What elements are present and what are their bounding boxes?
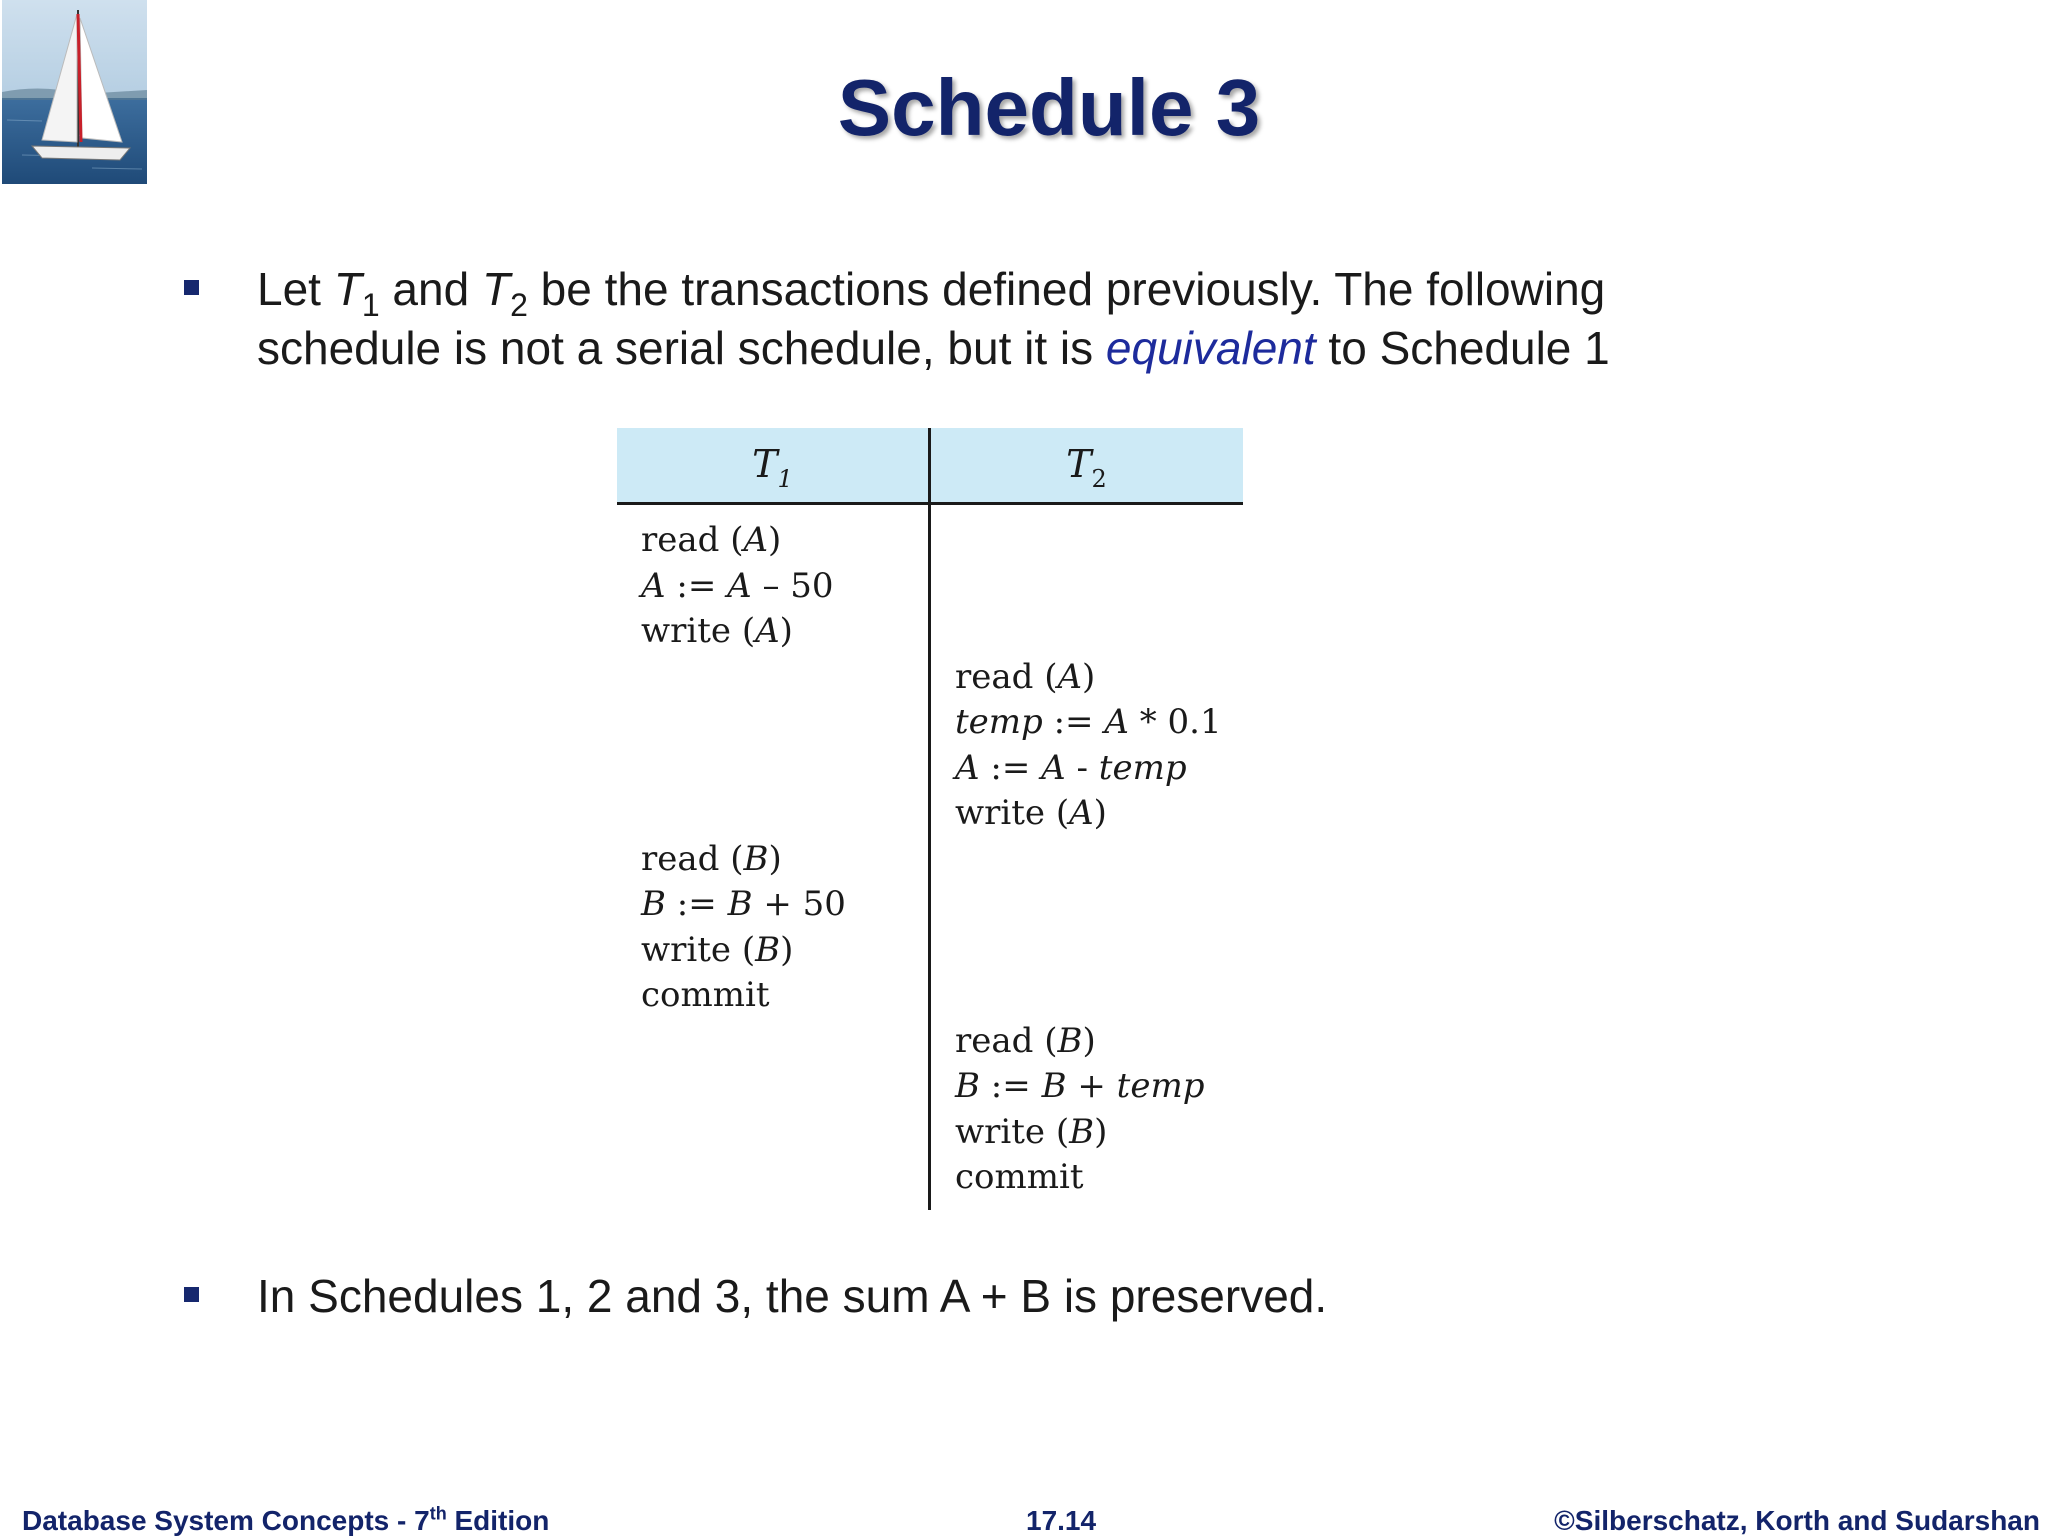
t1-step: A := A – 50 (641, 565, 834, 606)
bullet-1-line-2: schedule is not a serial schedule, but it is equivalent to Schedule 1 (257, 322, 1610, 374)
footer-copyright: ©Silberschatz, Korth and Sudarshan (1554, 1505, 2040, 1536)
schedule-table (617, 428, 1243, 1210)
t2-step: read (A) (955, 656, 1096, 697)
footer-book-title: Database System Concepts - 7th Edition (22, 1503, 550, 1536)
equivalent-highlight: equivalent (1105, 322, 1316, 374)
col-header-t2: $T_2$ (1066, 442, 1107, 493)
slide-title: Schedule 3 (837, 63, 1261, 152)
t1-step: commit (641, 975, 770, 1015)
col-header-t1: $T_1$ (752, 442, 793, 493)
footer-slide-number: 17.14 (1026, 1505, 1097, 1536)
t1-steps (641, 518, 846, 1019)
bullet-1-line-1: Let $T_1$ and $T_2$ be the transactions defined previously. The following (257, 263, 1606, 323)
column-divider (928, 428, 931, 1210)
bullet-square-icon (184, 280, 199, 295)
t2-step: commit (955, 1157, 1084, 1197)
bullet-2-text: In Schedules 1, 2 and 3, the sum A + B is preserved. (257, 1270, 1328, 1322)
t2-step: write (A) (955, 793, 1107, 833)
bullet-1-text (257, 260, 1997, 378)
t1-step: B := B + 50 (641, 884, 846, 924)
bullet-square-icon (184, 1287, 199, 1302)
t2-step: write (B) (955, 1111, 1108, 1152)
t1-step: read (A) (641, 520, 782, 560)
t2-steps (955, 518, 1222, 1201)
t2-step: read (B) (955, 1020, 1096, 1061)
t1-step: write (B) (641, 929, 794, 970)
t2-step: B := B + temp (955, 1066, 1205, 1106)
t2-step: A := A - temp (955, 747, 1187, 788)
t1-step: write (A) (641, 611, 793, 651)
t1-step: read (B) (641, 838, 782, 879)
t2-step: temp := A * 0.1 (955, 702, 1222, 742)
